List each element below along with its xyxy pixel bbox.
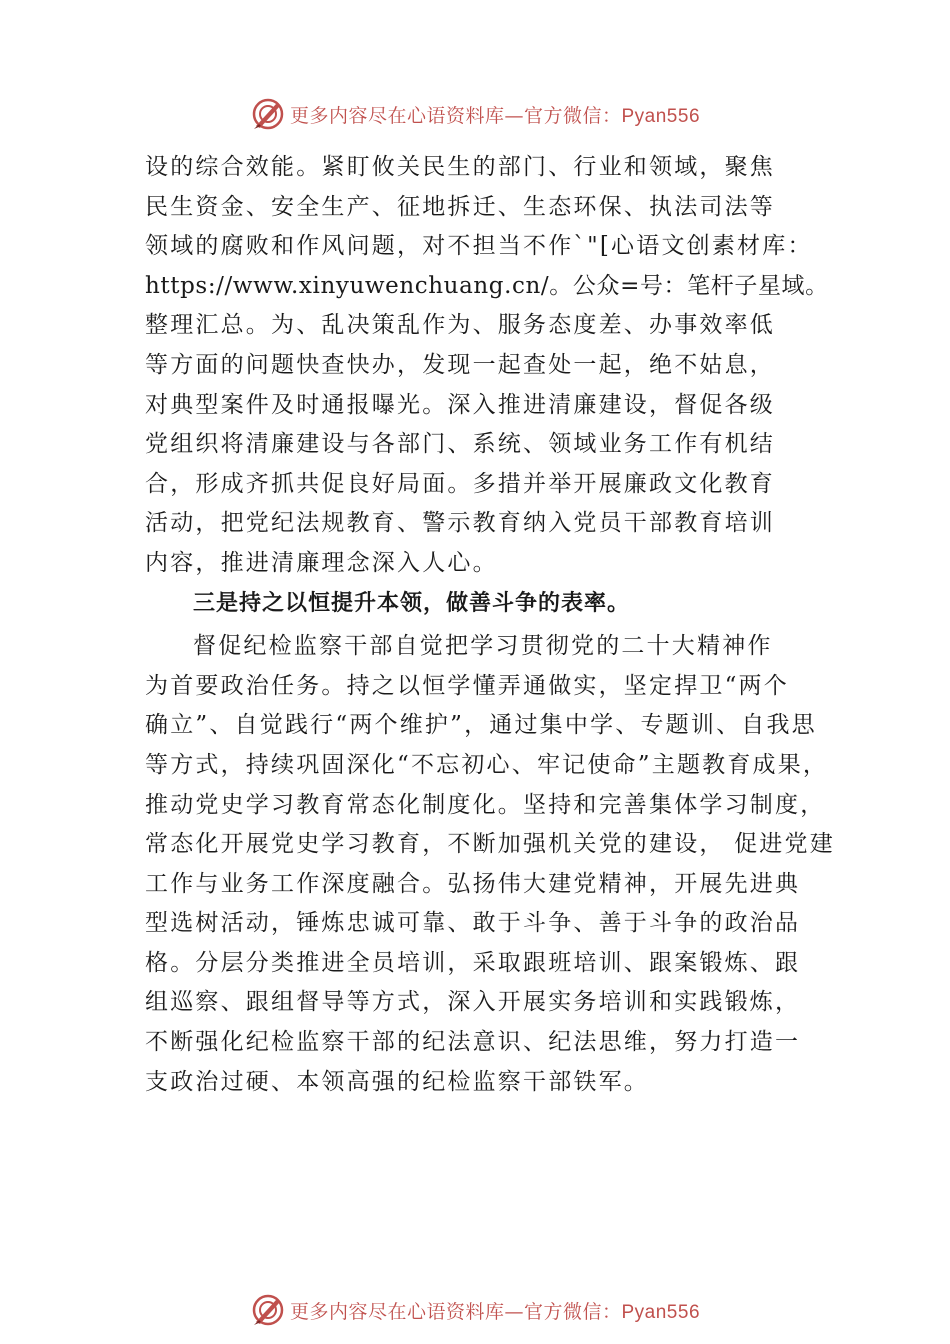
text-line: 等方式，持续巩固深化“不忘初心、牢记使命”主题教育成果，: [145, 751, 829, 778]
text-line: https://www.xinyuwenchuang.cn/。公众=号：笔杆子星域。: [145, 272, 829, 299]
text-line: 支政治过硬、本领高强的纪检监察干部铁军。: [145, 1068, 649, 1095]
text-line: 党组织将清廉建设与各部门、系统、领域业务工作有机结: [145, 431, 775, 458]
pen-logo-icon: [250, 96, 286, 132]
text-line: 为首要政治任务。持之以恒学懂弄通做实，坚定捍卫“两个: [145, 672, 789, 699]
text-line: 常态化开展党史学习教育，不断加强机关党的建设， 促进党建: [145, 831, 835, 858]
text-line: 工作与业务工作深度融合。弘扬伟大建党精神，开展先进典: [145, 870, 801, 897]
text-line: 民生资金、安全生产、征地拆迁、生态环保、执法司法等: [145, 193, 775, 220]
text-line: 等方面的问题快查快办，发现一起查处一起，绝不姑息，: [145, 351, 775, 378]
paragraph-2: [145, 627, 835, 1102]
text-line: 对典型案件及时通报曝光。深入推进清廉建设，督促各级: [145, 391, 775, 418]
text-line: 推动党史学习教育常态化制度化。坚持和完善集体学习制度，: [145, 791, 826, 818]
text-line: 确立”、自觉践行“两个维护”，通过集中学、专题训、自我思: [145, 712, 817, 739]
text-line: 设的综合效能。紧盯攸关民生的部门、行业和领域，聚焦: [145, 154, 775, 180]
text-line: 内容，推进清廉理念深入人心。: [145, 549, 498, 576]
header-banner: [0, 94, 950, 134]
paragraph-1: [145, 148, 835, 584]
text-line: 活动，把党纪法规教育、警示教育纳入党员干部教育培训: [145, 510, 775, 537]
text-line: 不断强化纪检监察干部的纪法意识、纪法思维，努力打造一: [145, 1029, 801, 1056]
text-line: 合，形成齐抓共促良好局面。多措并举开展廉政文化教育: [145, 470, 775, 497]
text-line: 督促纪检监察干部自觉把学习贯彻党的二十大精神作: [193, 633, 773, 660]
text-line: 整理汇总。为、乱决策乱作为、服务态度差、办事效率低: [145, 312, 775, 339]
text-line: 格。分层分类推进全员培训，采取跟班培训、跟案锻炼、跟: [145, 949, 801, 976]
section-heading: 三是持之以恒提升本领，做善斗争的表率。: [193, 590, 631, 616]
banner-text: 更多内容尽在心语资料库—官方微信：Pyan556: [289, 1300, 701, 1323]
text-line: 型选树活动，锤炼忠诚可靠、敢于斗争、善于斗争的政治品: [145, 910, 801, 937]
pen-logo-icon: [250, 1292, 286, 1328]
document-body: [145, 148, 835, 1102]
text-line: 组巡察、跟组督导等方式，深入开展实务培训和实践锻炼，: [145, 989, 801, 1016]
text-line: 领域的腐败和作风问题，对不担当不作`"[心语文创素材库：: [145, 233, 813, 260]
banner-text: 更多内容尽在心语资料库—官方微信：Pyan556: [289, 104, 701, 127]
footer-banner: [0, 1290, 950, 1330]
